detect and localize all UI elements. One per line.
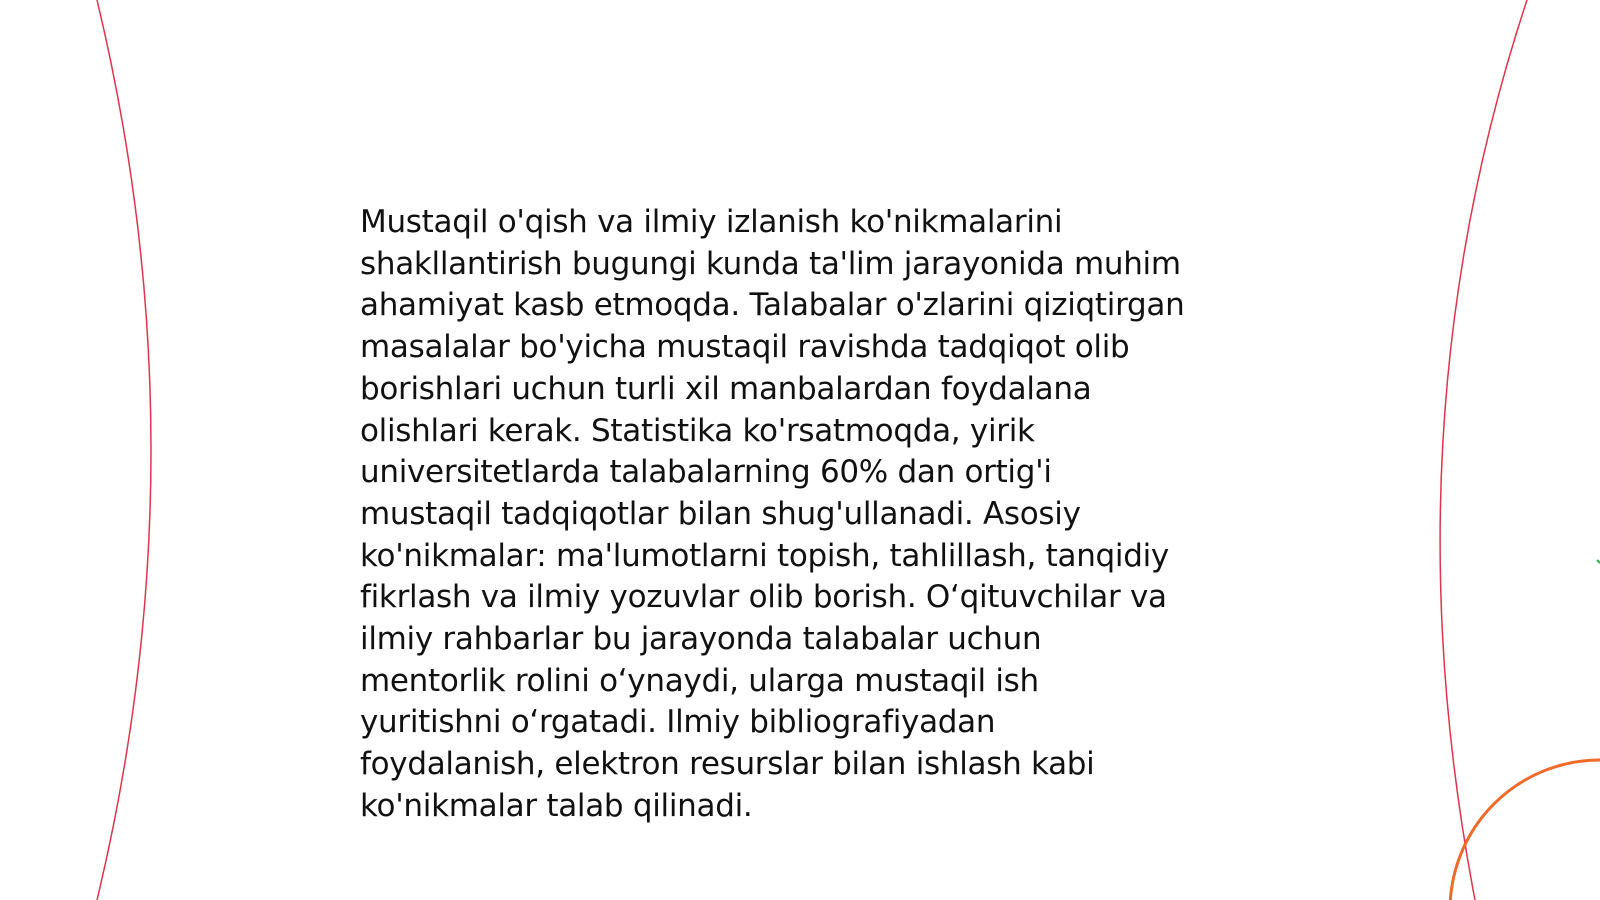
- body-line: ko'nikmalar: ma'lumotlarni topish, tahlillash, tanqidiy: [360, 537, 1169, 574]
- body-line: borishlari uchun turli xil manbalardan foydalana: [360, 370, 1092, 407]
- corner-arc: [1450, 760, 1600, 900]
- body-line: ko'nikmalar talab qilinadi.: [360, 787, 753, 824]
- body-line: shakllantirish bugungi kunda ta'lim jarayonida muhim: [360, 245, 1181, 282]
- left-curve: [97, 0, 151, 900]
- body-line: Mustaqil o'qish va ilmiy izlanish ko'nikmalarini: [360, 204, 1063, 240]
- body-line: foydalanish, elektron resurslar bilan ishlash kabi: [360, 746, 1095, 783]
- body-line: yuritishni o‘rgatadi. Ilmiy bibliografiyadan: [360, 704, 996, 741]
- body-line: ilmiy rahbarlar bu jarayonda talabalar uchun: [360, 621, 1042, 658]
- body-line: mentorlik rolini o‘ynaydi, ularga mustaqil ish: [360, 662, 1039, 699]
- body-line: universitetlarda talabalarning 60% dan ortig'i: [360, 454, 1052, 491]
- body-line: ahamiyat kasb etmoqda. Talabalar o'zlarini qiziqtirgan: [360, 287, 1185, 324]
- body-line: masalalar bo'yicha mustaqil ravishda tadqiqot olib: [360, 329, 1130, 366]
- body-line: mustaqil tadqiqotlar bilan shug'ullanadi. Asosiy: [360, 495, 1081, 532]
- body-line: olishlari kerak. Statistika ko'rsatmoqda, yirik: [360, 412, 1035, 449]
- right-curve: [1440, 0, 1527, 900]
- body-line: fikrlash va ilmiy yozuvlar olib borish. O‘qituvchilar va: [360, 579, 1167, 616]
- body-paragraph: [360, 202, 1260, 828]
